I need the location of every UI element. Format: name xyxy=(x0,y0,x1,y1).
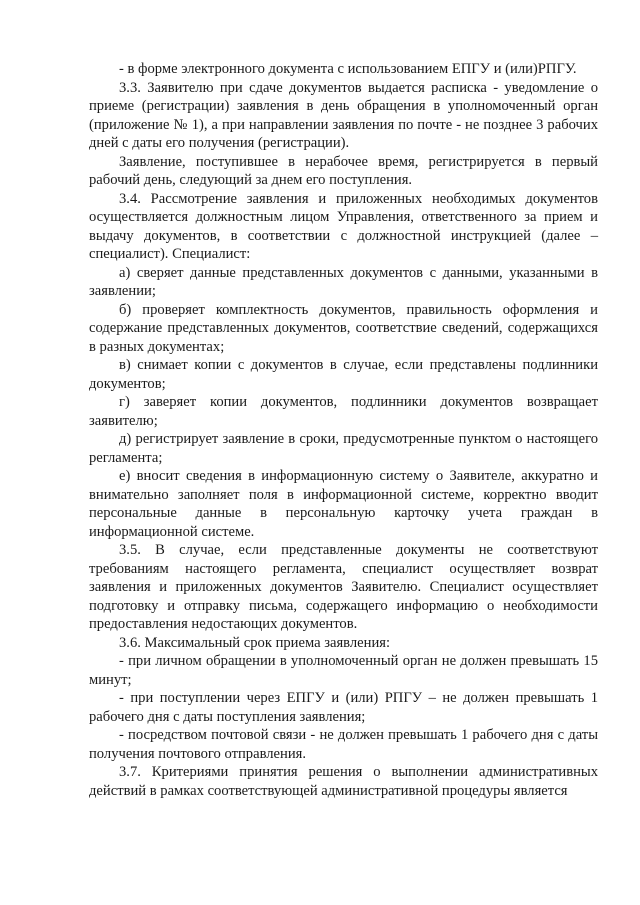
paragraph-3-3-receipt: 3.3. Заявителю при сдаче документов выдается расписка - уведомление о приеме (регистрации) заявления в день обращения в уполномоченный орган (приложение № 1), а при направлении заявления по почте - не позднее 3 рабочих дней с даты его получения (регистрации). xyxy=(89,79,598,151)
paragraph-postal: - посредством почтовой связи - не должен превышать 1 рабочего дня с даты получения почтового отправления. xyxy=(89,727,598,762)
paragraph-personal-visit: - при личном обращении в уполномоченный орган не должен превышать 15 минут; xyxy=(89,653,598,688)
paragraph-3-7-criteria: 3.7. Критериями принятия решения о выполнении административных действий в рамках соответствующей административной процедуры является xyxy=(89,764,598,799)
paragraph-3-5-return: 3.5. В случае, если представленные документы не соответствуют требованиям настоящего регламента, специалист осуществляет возврат заявления и приложенных документов Заявителю. Специалист осуществляет подготовку и отправку письма, содержащего информацию о необходимости предоставления недостающих документов. xyxy=(89,542,598,632)
paragraph-item-e: е) вносит сведения в информационную систему о Заявителе, аккуратно и внимательно заполняет поля в информационной системе, корректно вводит персональные данные в персональную карточку учета граждан в информационной системе. xyxy=(89,468,598,540)
paragraph-3-4-review: 3.4. Рассмотрение заявления и приложенных необходимых документов осуществляется должностным лицом Управления, ответственного за прием и выдачу документов, в соответствии с должностной инструкцией (далее – специалист). Специалист: xyxy=(89,190,598,262)
paragraph-3-6-max-term: 3.6. Максимальный срок приема заявления: xyxy=(119,634,391,651)
document-body xyxy=(89,60,598,800)
paragraph-item-a: а) сверяет данные представленных документов с данными, указанными в заявлении; xyxy=(89,264,598,299)
paragraph-non-working-time: Заявление, поступившее в нерабочее время, регистрируется в первый рабочий день, следующий за днем его поступления. xyxy=(89,153,598,188)
paragraph-electronic-form: - в форме электронного документа с использованием ЕПГУ и (или)РПГУ. xyxy=(119,61,577,77)
paragraph-item-v: в) снимает копии с документов в случае, если представлены подлинники документов; xyxy=(89,357,598,392)
paragraph-epgu-rpgu: - при поступлении через ЕПГУ и (или) РПГУ – не должен превышать 1 рабочего дня с даты поступления заявления; xyxy=(89,690,598,725)
paragraph-item-g: г) заверяет копии документов, подлинники документов возвращает заявителю; xyxy=(89,394,598,429)
paragraph-item-d: д) регистрирует заявление в сроки, предусмотренные пунктом о настоящего регламента; xyxy=(89,431,598,466)
paragraph-item-b: б) проверяет комплектность документов, правильность оформления и содержание представленных документов, соответствие сведений, содержащихся в разных документах; xyxy=(89,301,598,355)
